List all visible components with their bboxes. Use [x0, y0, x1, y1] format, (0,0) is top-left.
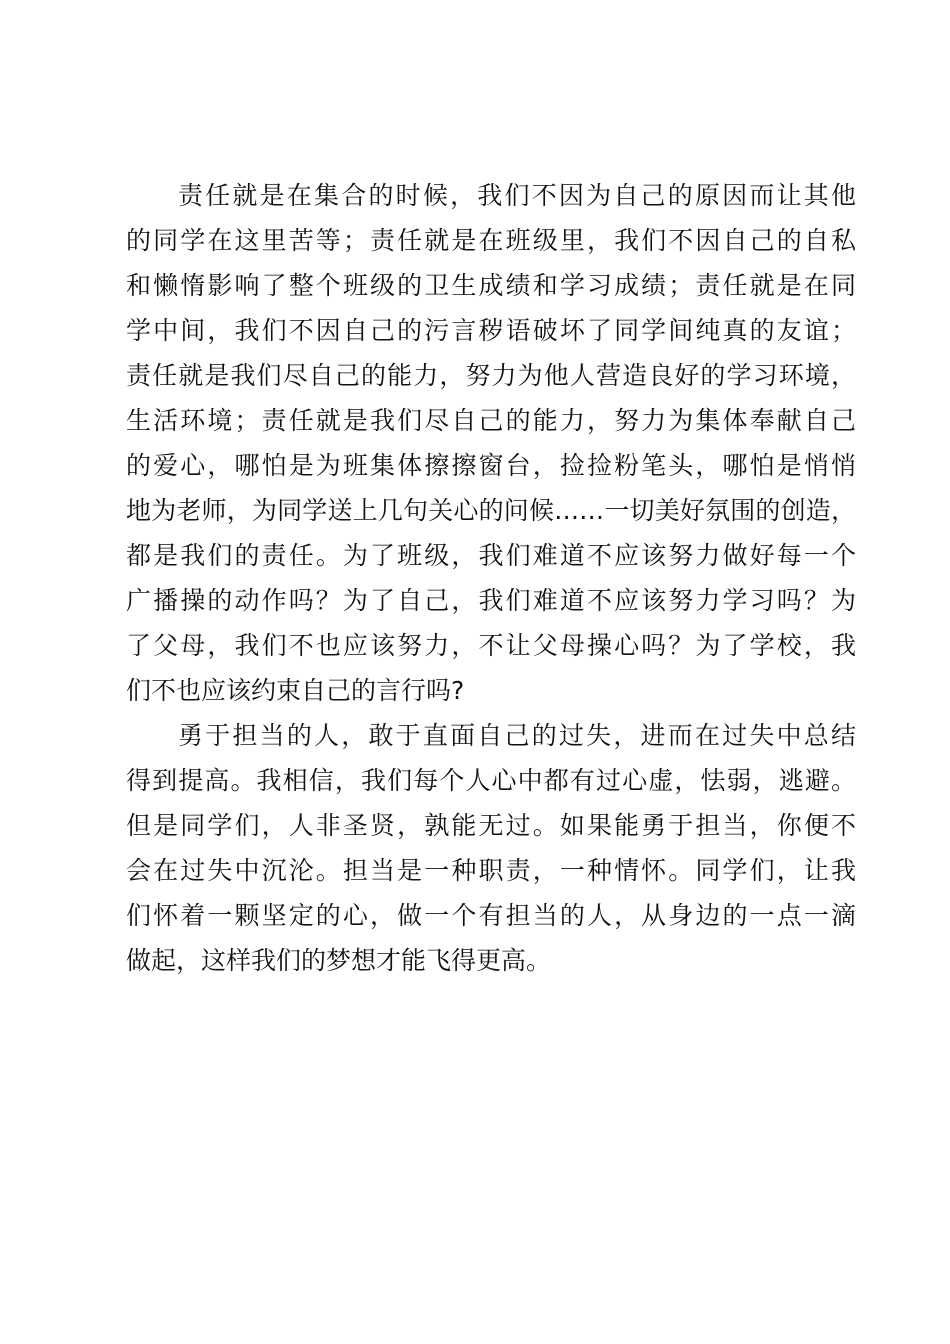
text-line: 得到提高。我相信，我们每个人心中都有过心虚，怯弱，逃避。	[126, 766, 856, 795]
text-line: 勇于担当的人，敢于直面自己的过失，进而在过失中总结	[178, 721, 856, 750]
text-line: 责任就是我们尽自己的能力，努力为他人营造良好的学习环境，	[126, 361, 856, 390]
paragraph-responsibility	[126, 173, 856, 713]
text-line: 责任就是在集合的时候，我们不因为自己的原因而让其他	[178, 181, 856, 210]
text-line: 会在过失中沉沦。担当是一种职责，一种情怀。同学们，让我	[126, 856, 856, 885]
text-line: 做起，这样我们的梦想才能飞得更高。	[126, 946, 552, 975]
text-line: 广播操的动作吗？为了自己，我们难道不应该努力学习吗？为	[126, 586, 856, 615]
text-line: 生活环境；责任就是我们尽自己的能力，努力为集体奉献自己	[126, 406, 856, 435]
text-line: 地为老师，为同学送上几句关心的问候……一切美好氛围的创造，	[126, 496, 856, 525]
text-line: 了父母，我们不也应该努力，不让父母操心吗？为了学校，我	[126, 631, 856, 660]
text-line: 们怀着一颗坚定的心，做一个有担当的人，从身边的一点一滴	[126, 901, 856, 930]
text-line: 但是同学们，人非圣贤，孰能无过。如果能勇于担当，你便不	[126, 811, 856, 840]
text-line: 学中间，我们不因自己的污言秽语破坏了同学间纯真的友谊；	[126, 316, 856, 345]
text-line: 们不也应该约束自己的言行吗?	[126, 676, 465, 705]
text-line: 的爱心，哪怕是为班集体擦擦窗台，捡捡粉笔头，哪怕是悄悄	[126, 451, 856, 480]
text-line: 都是我们的责任。为了班级，我们难道不应该努力做好每一个	[126, 541, 856, 570]
document-body	[126, 173, 856, 983]
text-line: 和懒惰影响了整个班级的卫生成绩和学习成绩；责任就是在同	[126, 271, 856, 300]
paragraph-courage	[126, 713, 856, 983]
text-line: 的同学在这里苦等；责任就是在班级里，我们不因自己的自私	[126, 226, 856, 255]
